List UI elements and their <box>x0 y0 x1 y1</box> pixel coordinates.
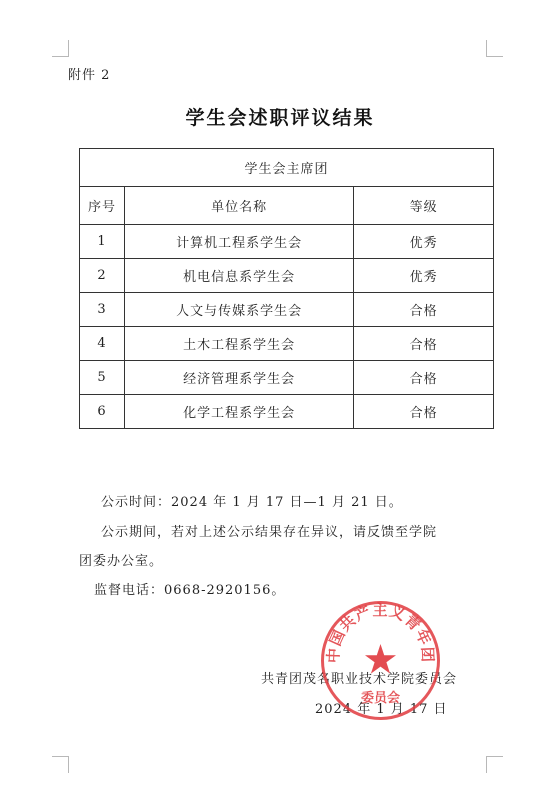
notice-objection-line1: 公示期间，若对上述公示结果存在异议，请反馈至学院 <box>101 525 438 540</box>
row-unit-name: 计算机工程系学生会 <box>124 225 353 259</box>
crop-mark-bottom-right <box>486 756 503 773</box>
seal-bottom-text: 委员会 <box>360 691 401 706</box>
row-grade: 优秀 <box>354 259 494 293</box>
row-unit-name: 化学工程系学生会 <box>124 395 353 429</box>
row-unit-name: 土木工程系学生会 <box>124 327 353 361</box>
table-header-row <box>80 187 494 225</box>
document-title: 学生会述职评议结果 <box>185 107 375 129</box>
table-row <box>80 327 494 361</box>
row-grade: 优秀 <box>354 225 494 259</box>
table-row <box>80 293 494 327</box>
row-grade: 合格 <box>354 327 494 361</box>
notice-period: 公示时间：2024 年 1 月 17 日—1 月 21 日。 <box>101 495 403 510</box>
crop-mark-top-left <box>52 40 69 57</box>
signature-date: 2024 年 1 月 17 日 <box>315 702 448 717</box>
seal-arc-text: 中国共产主义青年团 <box>324 600 437 664</box>
attachment-label: 附件 2 <box>68 68 111 83</box>
signature-organization: 共青团茂名职业技术学院委员会 <box>261 672 458 687</box>
row-unit-name: 机电信息系学生会 <box>124 259 353 293</box>
header-grade: 等级 <box>354 187 494 225</box>
row-index: 2 <box>80 259 125 293</box>
crop-mark-top-right <box>486 40 503 57</box>
notice-phone: 监督电话：0668-2920156。 <box>94 583 286 598</box>
seal-star-icon <box>365 644 396 674</box>
row-index: 1 <box>80 225 125 259</box>
row-grade: 合格 <box>354 293 494 327</box>
official-seal <box>318 598 443 723</box>
row-unit-name: 经济管理系学生会 <box>124 361 353 395</box>
row-index: 6 <box>80 395 125 429</box>
group-title-cell: 学生会主席团 <box>80 149 494 187</box>
row-unit-name: 人文与传媒系学生会 <box>124 293 353 327</box>
row-grade: 合格 <box>354 395 494 429</box>
row-index: 5 <box>80 361 125 395</box>
table-row <box>80 395 494 429</box>
result-table <box>79 148 494 429</box>
row-index: 4 <box>80 327 125 361</box>
crop-mark-bottom-left <box>52 756 69 773</box>
table-row <box>80 259 494 293</box>
header-unit-name: 单位名称 <box>124 187 353 225</box>
row-index: 3 <box>80 293 125 327</box>
notice-objection-line2: 团委办公室。 <box>79 554 164 569</box>
row-grade: 合格 <box>354 361 494 395</box>
header-index: 序号 <box>80 187 125 225</box>
table-row <box>80 361 494 395</box>
table-row <box>80 225 494 259</box>
table-group-row <box>80 149 494 187</box>
